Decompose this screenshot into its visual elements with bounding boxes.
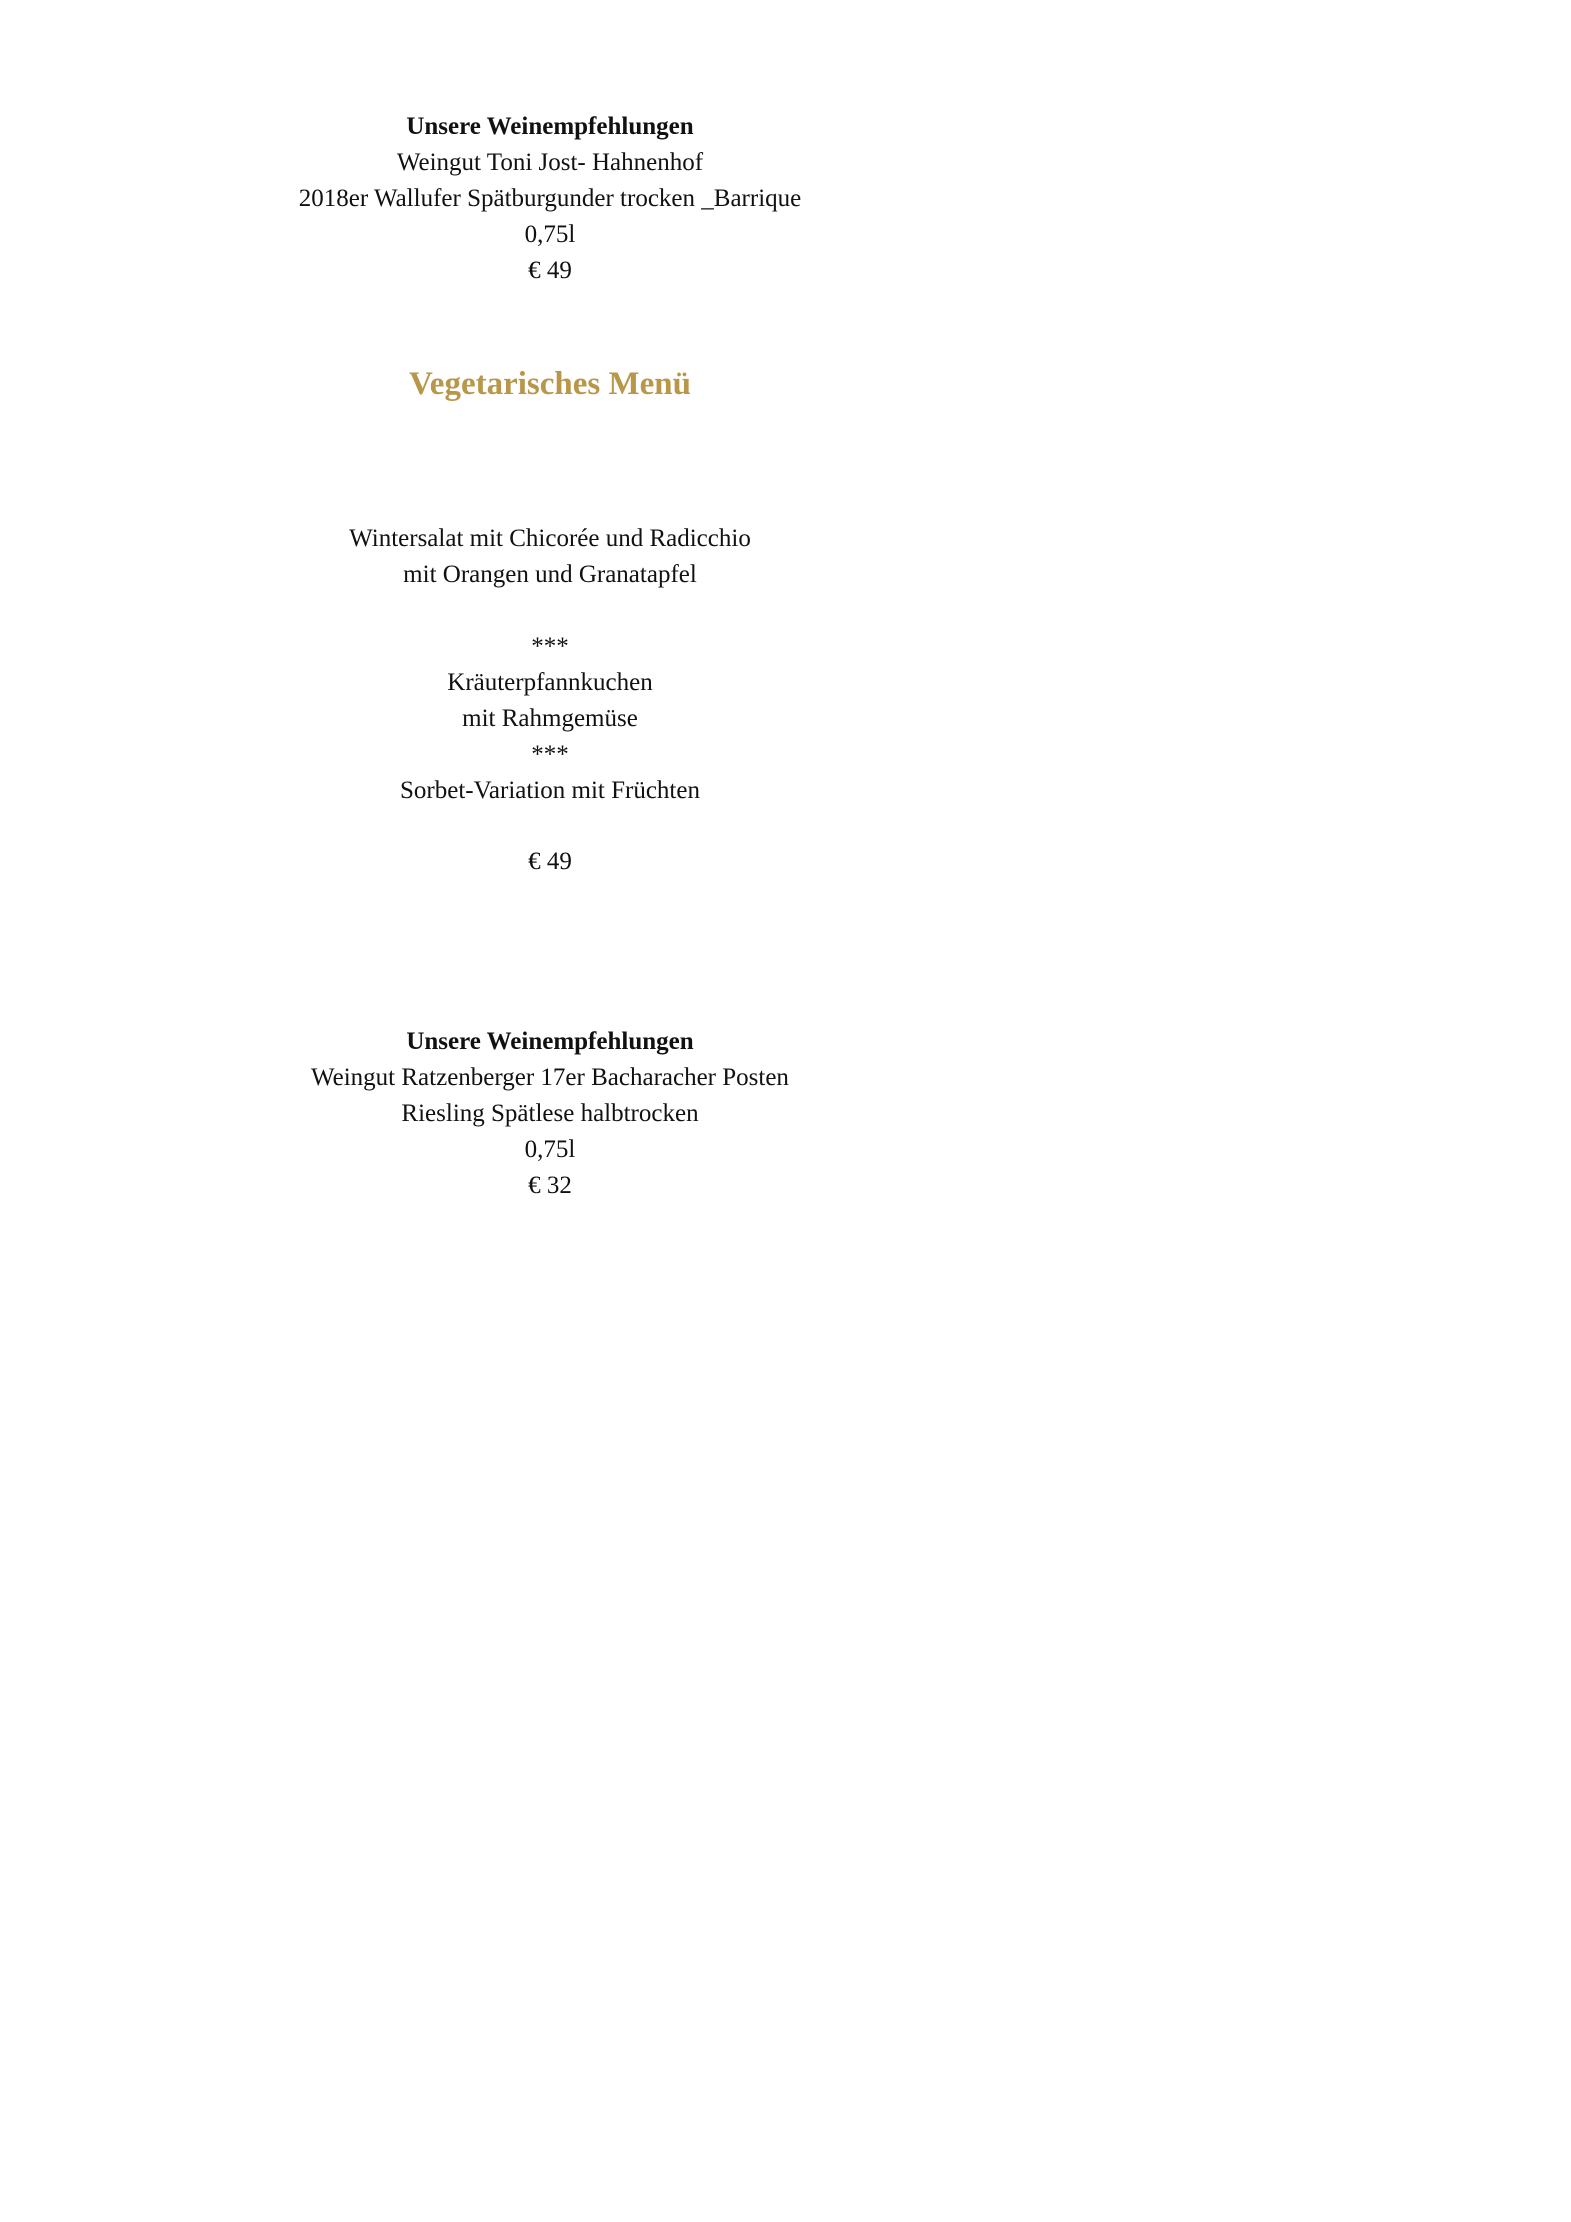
course-1-line-1: Wintersalat mit Chicorée und Radicchio bbox=[349, 525, 751, 552]
menu-price: € 49 bbox=[528, 848, 572, 875]
wine-recommendation-heading-top: Unsere Weinempfehlungen bbox=[406, 113, 694, 140]
course-2-line-2: mit Rahmgemüse bbox=[462, 705, 638, 732]
course-1-line-2: mit Orangen und Granatapfel bbox=[403, 561, 697, 588]
course-2-line-1: Kräuterpfannkuchen bbox=[447, 669, 653, 696]
wine-recommendation-heading-bottom: Unsere Weinempfehlungen bbox=[406, 1028, 694, 1055]
course-separator-1: *** bbox=[531, 633, 569, 660]
wine-bottom-line-2: Riesling Spätlese halbtrocken bbox=[401, 1100, 699, 1127]
course-separator-2: *** bbox=[531, 741, 569, 768]
wine-top-name: 2018er Wallufer Spätburgunder trocken _Barrique bbox=[298, 185, 802, 212]
course-3-line-1: Sorbet-Variation mit Früchten bbox=[400, 777, 700, 804]
wine-bottom-volume: 0,75l bbox=[524, 1136, 576, 1163]
wine-top-volume: 0,75l bbox=[524, 221, 576, 248]
wine-top-price: € 49 bbox=[528, 257, 572, 284]
wine-bottom-price: € 32 bbox=[528, 1172, 572, 1199]
wine-top-winery: Weingut Toni Jost- Hahnenhof bbox=[396, 149, 704, 176]
menu-title: Vegetarisches Menü bbox=[409, 366, 691, 402]
wine-bottom-line-1: Weingut Ratzenberger 17er Bacharacher Posten bbox=[311, 1064, 789, 1091]
